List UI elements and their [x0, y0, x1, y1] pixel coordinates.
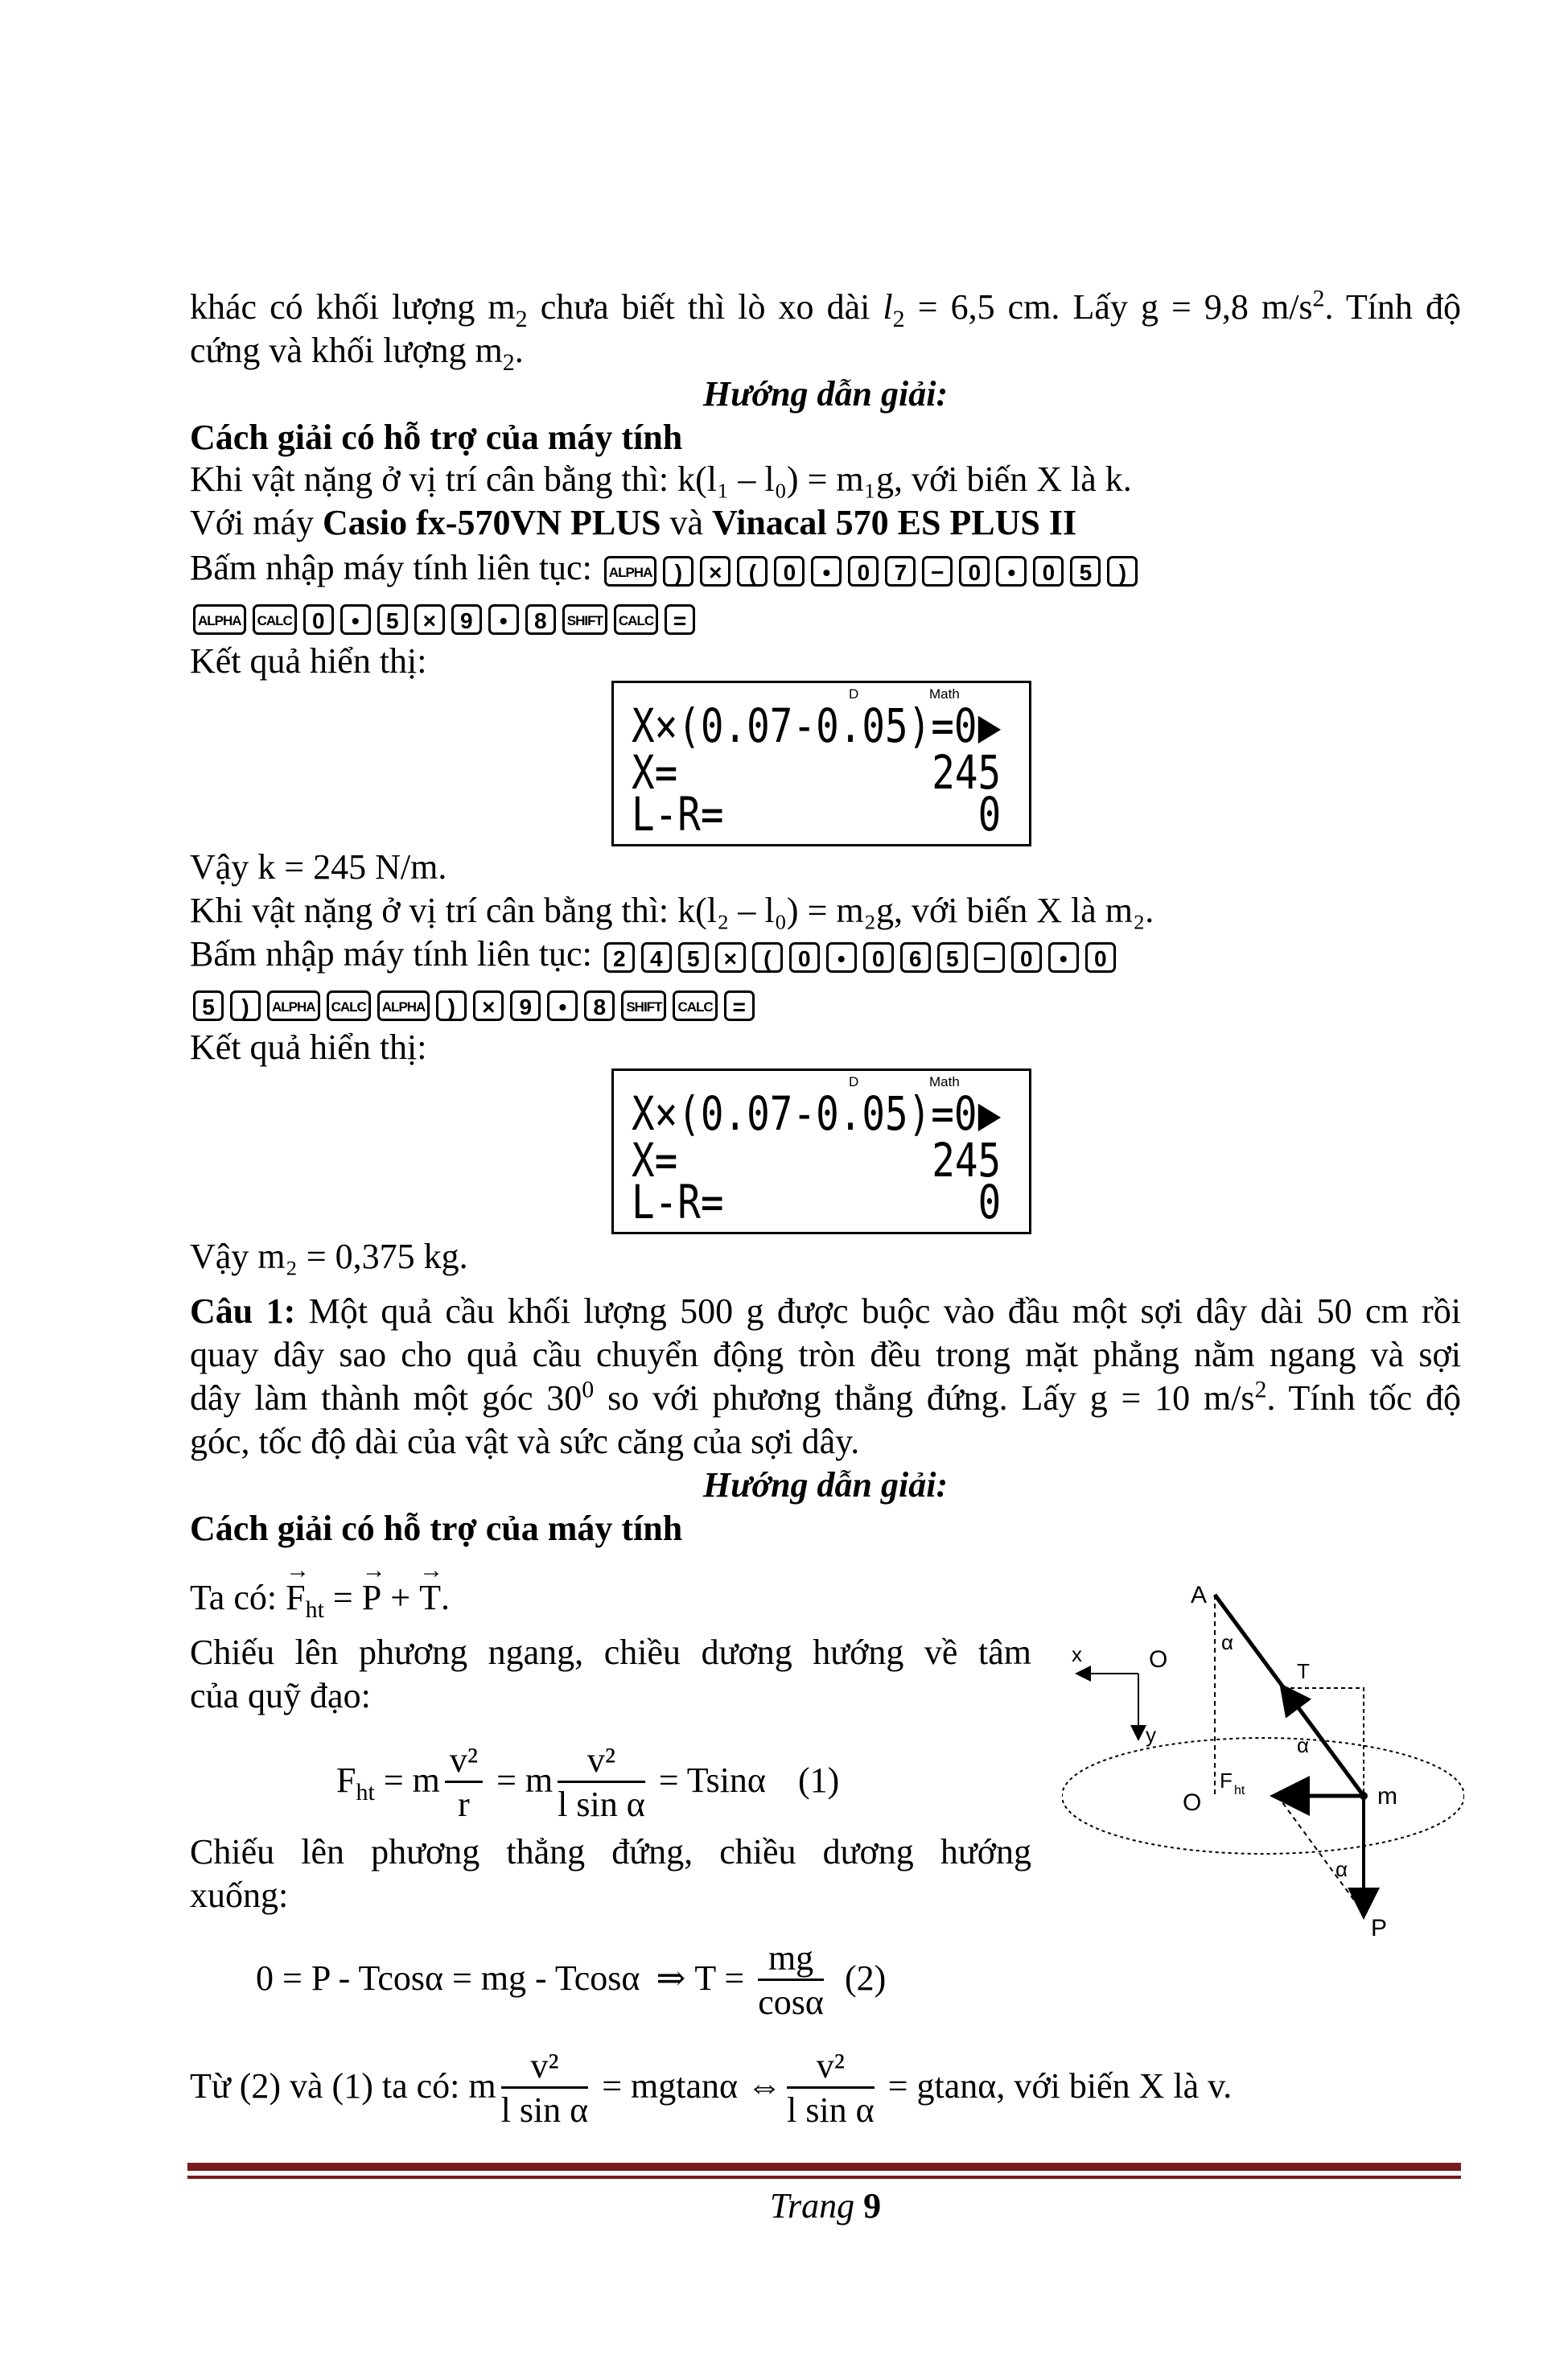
label-O-center: O	[1183, 1789, 1202, 1816]
formula-3: Từ (2) và (1) ta có: m $\frac{\text{v²}}{\text{l sin α}}$ = mgtanα ⇔ $\frac{\text{v²}}{\text{l sin α}}$ = gtanα, với biến X là v.	[190, 2046, 1233, 2131]
key-0: 0	[774, 556, 805, 587]
key-close-paren: )	[436, 990, 467, 1021]
screen-line-3: L-R= 0	[632, 1175, 1002, 1229]
key-close-paren: )	[663, 556, 693, 587]
degree-indicator: D	[849, 686, 859, 702]
key-dot: •	[1048, 942, 1079, 973]
key-sequence-1-row-1	[190, 547, 1141, 589]
method-heading-2: Cách giải có hỗ trợ của máy tính	[190, 1509, 683, 1548]
input-label: Bấm nhập máy tính liên tục:	[190, 934, 592, 974]
key-5: 5	[678, 942, 709, 973]
key-equals: =	[724, 990, 755, 1021]
question-1-line-4: góc, tốc độ dài của vật và sức căng của sợi dây.	[190, 1422, 860, 1461]
key-close-paren: )	[230, 990, 261, 1021]
input-label: Bấm nhập máy tính liên tục:	[190, 548, 592, 587]
label-F-sub: ht	[1234, 1784, 1245, 1797]
projection-vertical-line-1: Chiếu lên phương thẳng đứng, chiều dương hướng	[190, 1832, 1031, 1872]
projection-horizontal-line-1: Chiếu lên phương ngang, chiều dương hướng về tâm	[190, 1633, 1031, 1672]
key-calc: CALC	[327, 990, 371, 1021]
key-0: 0	[1085, 942, 1116, 973]
footer-rule-thick	[187, 2163, 1461, 2171]
screen-line-2: X= 245	[632, 1133, 1002, 1188]
math-indicator: Math	[929, 686, 960, 702]
vector-equation: Ta có: → $F_{ht}$ = → P + → T.	[190, 1577, 450, 1619]
equation-2: Khi vật nặng ở vị trí cân bằng thì: k(l₂ – l₀) = m₂g, với biến X là m₂.	[190, 891, 1154, 930]
key-sequence-2-row-1	[190, 933, 1119, 975]
screen-line-1: X×(0.07-0.05)=0 ▶	[632, 698, 1002, 753]
key-calc: CALC	[253, 604, 297, 635]
circular-orbit	[1062, 1738, 1464, 1854]
page-footer: Trang 9	[769, 2186, 882, 2226]
conical-pendulum-diagram	[1062, 1577, 1464, 1947]
key-2: 2	[604, 942, 635, 973]
label-F: F	[1220, 1769, 1233, 1793]
guide-heading-1: Hướng dẫn giải:	[702, 374, 949, 414]
calculator-screen-2	[611, 1069, 1031, 1234]
key-sequence-1-row-2	[190, 595, 698, 637]
question-1-line-2: quay dây sao cho quả cầu chuyển động tròn đều trong mặt phẳng nằm ngang và sợi	[190, 1335, 1461, 1374]
label-alpha-1: α	[1221, 1630, 1234, 1654]
label-x: x	[1072, 1642, 1082, 1666]
key-7: 7	[885, 556, 916, 587]
label-m: m	[1377, 1783, 1397, 1810]
machine-line: Với máy Casio fx-570VN PLUS và Vinacal 570 ES PLUS II	[190, 503, 1077, 542]
key-8: 8	[525, 604, 556, 635]
question-1-line-1: Câu 1: Một quả cầu khối lượng 500 g được buộc vào đầu một sợi dây dài 50 cm rồi	[190, 1291, 1461, 1331]
key-0: 0	[863, 942, 894, 973]
projection-horizontal-line-2: của quỹ đạo:	[190, 1676, 371, 1715]
key-5: 5	[193, 990, 224, 1021]
intro-line-2: cứng và khối lượng $m_2$.	[190, 331, 524, 376]
key-dot: •	[996, 556, 1027, 587]
key-5: 5	[1070, 556, 1101, 587]
key-0: 0	[848, 556, 879, 587]
screen-line-3: L-R= 0	[632, 787, 1002, 842]
key-close-paren: )	[1107, 556, 1138, 587]
key-8: 8	[584, 990, 615, 1021]
label-T: T	[1297, 1659, 1310, 1683]
key-calc: CALC	[673, 990, 717, 1021]
screen-line-1: X×(0.07-0.05)=0 ▶	[632, 1086, 1002, 1141]
conclusion-2: Vậy m₂ = 0,375 kg.	[190, 1237, 468, 1276]
key-equals: =	[665, 604, 695, 635]
key-minus: −	[974, 942, 1005, 973]
label-P: P	[1371, 1915, 1388, 1942]
key-0: 0	[789, 942, 820, 973]
guide-heading-2: Hướng dẫn giải:	[702, 1465, 949, 1505]
method-heading-1: Cách giải có hỗ trợ của máy tính	[190, 418, 683, 457]
label-alpha-2: α	[1297, 1733, 1310, 1757]
key-multiply: ×	[700, 556, 730, 587]
key-alpha: ALPHA	[604, 556, 657, 587]
key-0: 0	[959, 556, 990, 587]
key-shift: SHIFT	[562, 604, 607, 635]
key-multiply: ×	[715, 942, 746, 973]
key-dot: •	[826, 942, 857, 973]
key-open-paren: (	[752, 942, 783, 973]
formula-1: $F_{ht} = m$ $\frac{\text{v²}}{r}$ = m $\frac{\text{v²}}{\text{l sin α}}$ = Tsinα (1)	[336, 1740, 840, 1825]
key-0: 0	[1011, 942, 1042, 973]
key-dot: •	[811, 556, 842, 587]
math-indicator: Math	[929, 1074, 960, 1089]
label-alpha-3: α	[1335, 1857, 1348, 1881]
key-alpha: ALPHA	[267, 990, 320, 1021]
intro-line-1: khác có khối lượng $m_2$ chưa biết thì lò xo dài $l_2 = 6,5$ cm. Lấy g = 9,8 $m/s^2$. Tính độ	[190, 285, 1461, 332]
key-dot: •	[488, 604, 519, 635]
key-calc: CALC	[614, 604, 658, 635]
force-triangle-line	[1278, 1796, 1364, 1913]
tension-vector	[1283, 1688, 1364, 1796]
key-0: 0	[1033, 556, 1064, 587]
calculator-screen-1	[611, 681, 1031, 846]
key-4: 4	[641, 942, 672, 973]
projection-vertical-line-2: xuống:	[190, 1876, 289, 1915]
key-dot: •	[340, 604, 371, 635]
key-alpha: ALPHA	[193, 604, 246, 635]
mass-point	[1360, 1792, 1368, 1800]
key-9: 9	[451, 604, 482, 635]
key-6: 6	[900, 942, 931, 973]
key-sequence-2-row-2	[190, 982, 758, 1023]
key-multiply: ×	[414, 604, 445, 635]
key-shift: SHIFT	[621, 990, 666, 1021]
key-5: 5	[937, 942, 968, 973]
footer-rule-thin	[187, 2176, 1461, 2179]
key-0: 0	[303, 604, 334, 635]
key-open-paren: (	[737, 556, 768, 587]
formula-2: 0 = P - Tcosα = mg - Tcosα ⇒ T = $\frac{mg}{\cos\alpha}$ (2)	[256, 1938, 887, 2023]
result-label-1: Kết quả hiển thị:	[190, 641, 427, 681]
key-9: 9	[510, 990, 541, 1021]
label-O-top: O	[1149, 1646, 1168, 1673]
degree-indicator: D	[849, 1074, 859, 1089]
key-dot: •	[547, 990, 578, 1021]
label-A: A	[1191, 1582, 1208, 1608]
key-5: 5	[377, 604, 408, 635]
key-alpha: ALPHA	[377, 990, 430, 1021]
result-label-2: Kết quả hiển thị:	[190, 1027, 427, 1067]
conclusion-1: Vậy k = 245 N/m.	[190, 847, 447, 887]
equation-1: Khi vật nặng ở vị trí cân bằng thì: k(l₁ – l₀) = m₁g, với biến X là k.	[190, 459, 1132, 499]
screen-line-2: X= 245	[632, 745, 1002, 800]
question-1-line-3: dây làm thành một góc $30^0$ so với phương thẳng đứng. Lấy g = 10 $m/s^2$. Tính tốc độ	[190, 1376, 1462, 1418]
label-y: y	[1146, 1723, 1156, 1747]
key-multiply: ×	[473, 990, 504, 1021]
key-minus: −	[922, 556, 953, 587]
